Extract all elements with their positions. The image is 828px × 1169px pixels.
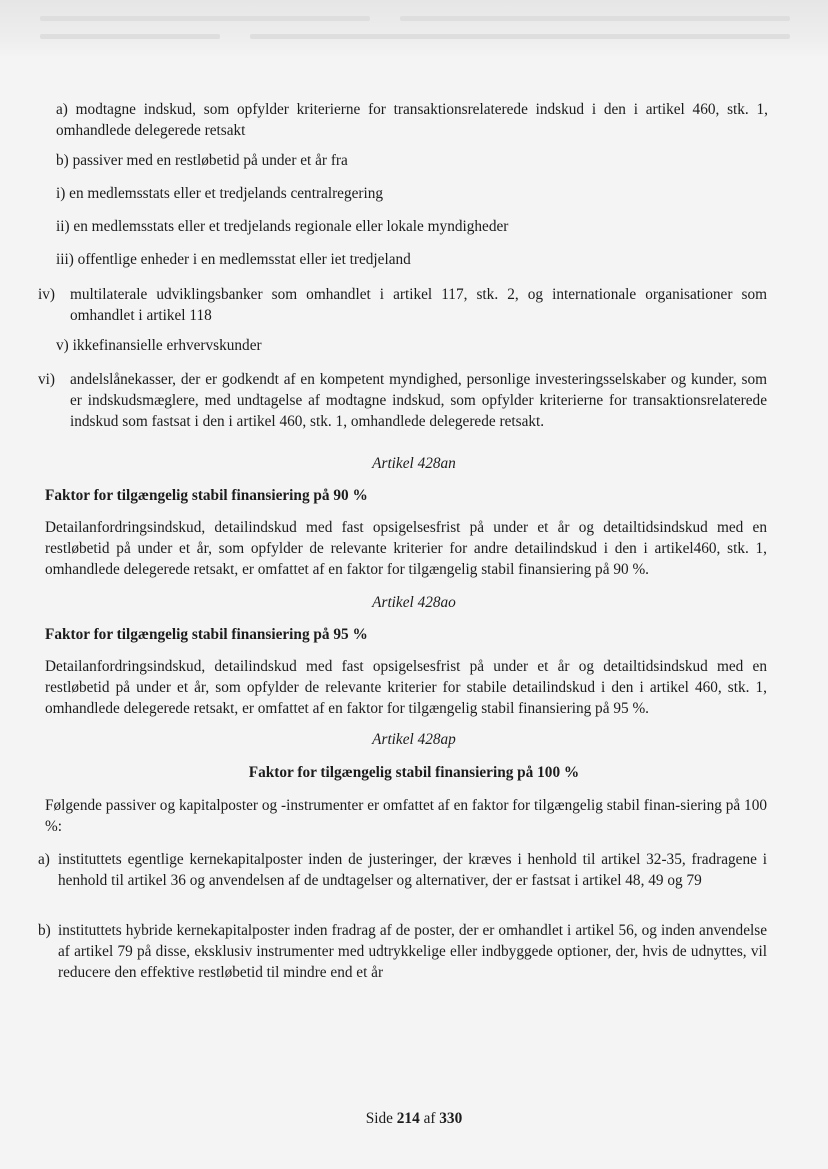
article-428ao-body: Detailanfordringsindskud, detailindskud med fast opsigelsesfrist på under et år og detailtidsindskud med en restløbetid på under et år, som opfylder de relevante kriterier for stabile detailindskud i den i artikel 460, stk. 1, omhandlede delegerede retsakt, er omfattet af en faktor for tilgængelig stabil finansiering på 95 %. xyxy=(45,658,767,717)
item-b: b) passiver med en restløbetid på under et år fra xyxy=(56,152,348,169)
article-428ap-label: Artikel 428ap xyxy=(372,731,456,748)
item-iv: multilaterale udviklingsbanker som omhandlet i artikel 117, stk. 2, og internationale organisationer som omhandlet i artikel 118 xyxy=(70,286,767,324)
current-page-number: 214 xyxy=(396,1110,420,1127)
article-428ao-heading: Faktor for tilgængelig stabil finansiering på 95 % xyxy=(45,626,368,643)
article-428ap-item-b-number: b) xyxy=(38,922,51,939)
article-428an-heading: Faktor for tilgængelig stabil finansiering på 90 % xyxy=(45,487,368,504)
article-428an-body: Detailanfordringsindskud, detailindskud med fast opsigelsesfrist på under et år og detailtidsindskud med en restløbetid på under et år, som opfylder de relevante kriterier for andre detailindskud i den i artikel460, stk. 1, omhandlede delegerede retsakt, er omfattet af en faktor for tilgængelig stabil finansiering på 90 %. xyxy=(45,519,767,578)
item-ii: ii) en medlemsstats eller et tredjelands regionale eller lokale myndigheder xyxy=(56,218,509,235)
page-footer xyxy=(0,1110,828,1128)
item-a: a) modtagne indskud, som opfylder kriterierne for transaktionsrelaterede indskud i den i artikel 460, stk. 1, omhandlede delegerede retsakt xyxy=(56,101,768,139)
item-vi: andelslånekasser, der er godkendt af en kompetent myndighed, personlige investeringsselskaber og kunder, som er indskudsmæglere, med undtagelse af modtagne indskud, som opfylder kriterierne for transaktionsrelaterede indskud som fastsat i den i artikel 460, stk. 1, omhandlede delegerede retsakt. xyxy=(70,371,767,430)
article-428ap-heading: Faktor for tilgængelig stabil finansiering på 100 % xyxy=(248,764,580,781)
scan-header-band xyxy=(0,0,828,58)
article-428ap-intro: Følgende passiver og kapitalposter og -instrumenter er omfattet af en faktor for tilgængelig stabil finan-siering på 100 %: xyxy=(45,797,767,835)
footer-of: af xyxy=(423,1110,436,1127)
item-vi-number: vi) xyxy=(38,371,55,388)
item-iv-number: iv) xyxy=(38,286,55,303)
item-v: v) ikkefinansielle erhvervskunder xyxy=(56,337,262,354)
total-page-count: 330 xyxy=(439,1110,463,1127)
item-i: i) en medlemsstats eller et tredjelands centralregering xyxy=(56,185,384,202)
article-428ap-item-b: instituttets hybride kernekapitalposter inden fradrag af de poster, der er omhandlet i artikel 56, og inden anvendelse af artikel 79 på disse, eksklusiv instrumenter med udtrykkelige eller indbyggede optioner, der, hvis de udnyttes, vil reducere den effektive restløbetid til mindre end et år xyxy=(58,922,767,981)
article-428an-label: Artikel 428an xyxy=(372,455,456,472)
article-428ap-item-a: instituttets egentlige kernekapitalposter inden de justeringer, der kræves i henhold til artikel 32-35, fradragene i henhold til artikel 36 og anvendelsen af de undtagelser og alternativer, der er fastsat i artikel 48, 49 og 79 xyxy=(58,851,767,889)
article-428ao-label: Artikel 428ao xyxy=(372,594,456,611)
item-iii: iii) offentlige enheder i en medlemsstat eller iet tredjeland xyxy=(56,251,411,268)
article-428ap-item-a-number: a) xyxy=(38,851,50,868)
footer-prefix: Side xyxy=(365,1110,393,1127)
